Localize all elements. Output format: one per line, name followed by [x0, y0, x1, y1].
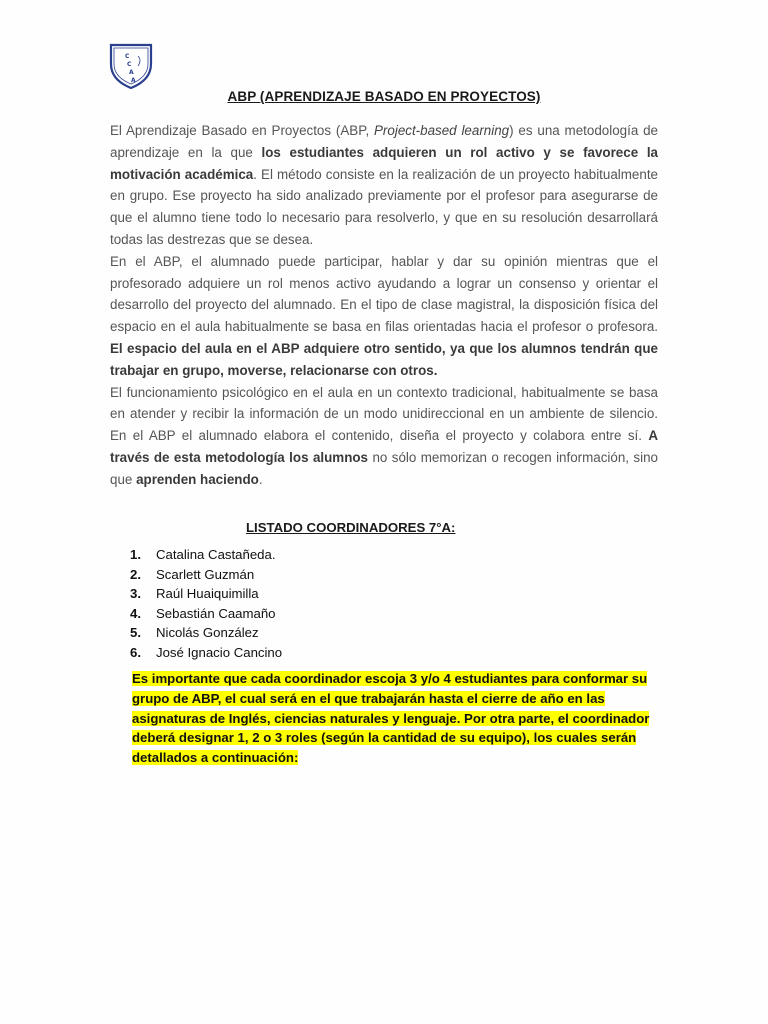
list-item: 5. Nicolás González	[130, 625, 259, 640]
coordinators-list	[130, 545, 282, 662]
list-item: 3. Raúl Huaiquimilla	[130, 586, 259, 601]
list-item: 4. Sebastián Caamaño	[130, 605, 276, 621]
svg-text:A: A	[129, 69, 134, 76]
svg-text:C: C	[125, 53, 130, 60]
paragraph-2: En el ABP, el alumnado puede participar, hablar y dar su opinión mientras que el profesorado adquiere un rol menos activo ayudando a lograr un consenso y orientar el desarrollo del proyecto del alumnado. En el tipo de clase magistral, la disposición física del espacio en el aula habitualmente se basa en filas orientadas hacia el profesor o profesora. El espacio del aula en el ABP adquiere otro sentido, ya que los alumnos tendrán que trabajar en grupo, moverse, relacionarse con otros.	[110, 253, 658, 378]
paragraph-3: El funcionamiento psicológico en el aula en un contexto tradicional, habitualmente se basa en atender y recibir la información de un modo unidireccional en un ambiente de silencio. En el ABP el alumnado elabora el contenido, diseña el proyecto y colabora entre sí. A través de esta metodología los alumnos no sólo memorizan o recogen información, sino que aprenden haciendo.	[110, 384, 658, 487]
list-item: 6. José Ignacio Cancino	[130, 644, 283, 660]
body-text	[110, 120, 658, 491]
coordinators-list-title: LISTADO COORDINADORES 7°A:	[246, 520, 456, 535]
paragraph-1: El Aprendizaje Basado en Proyectos (ABP, Project-based learning) es una metodología de aprendizaje en la que los estudiantes adquieren un rol activo y se favorece la motivación académica. El método consiste en la realización de un proyecto habitualmente en grupo. Ese proyecto ha sido analizado previamente por el profesor para asegurarse de que el alumno tiene todo lo necesario para resolverlo, y que en su resolución desarrollará todas las destrezas que se desea.	[110, 123, 658, 247]
document-title: ABP (APRENDIZAJE BASADO EN PROYECTOS)	[227, 89, 541, 104]
svg-text:C: C	[127, 61, 132, 68]
list-item: 1. Catalina Castañeda.	[130, 547, 276, 562]
list-item: 2. Scarlett Guzmán	[130, 566, 255, 582]
svg-text:A: A	[131, 77, 136, 84]
highlighted-instructions: Es importante que cada coordinador escoja 3 y/o 4 estudiantes para conformar su grupo de ABP, el cual será en el que trabajarán hasta el cierre de año en las asignaturas de Inglés, ciencias naturales y lenguaje. Por otra parte, el coordinador deberá designar 1, 2 o 3 roles (según la cantidad de su equipo), los cuales serán detallados a continuación:	[132, 671, 650, 766]
school-crest-logo	[108, 42, 154, 90]
